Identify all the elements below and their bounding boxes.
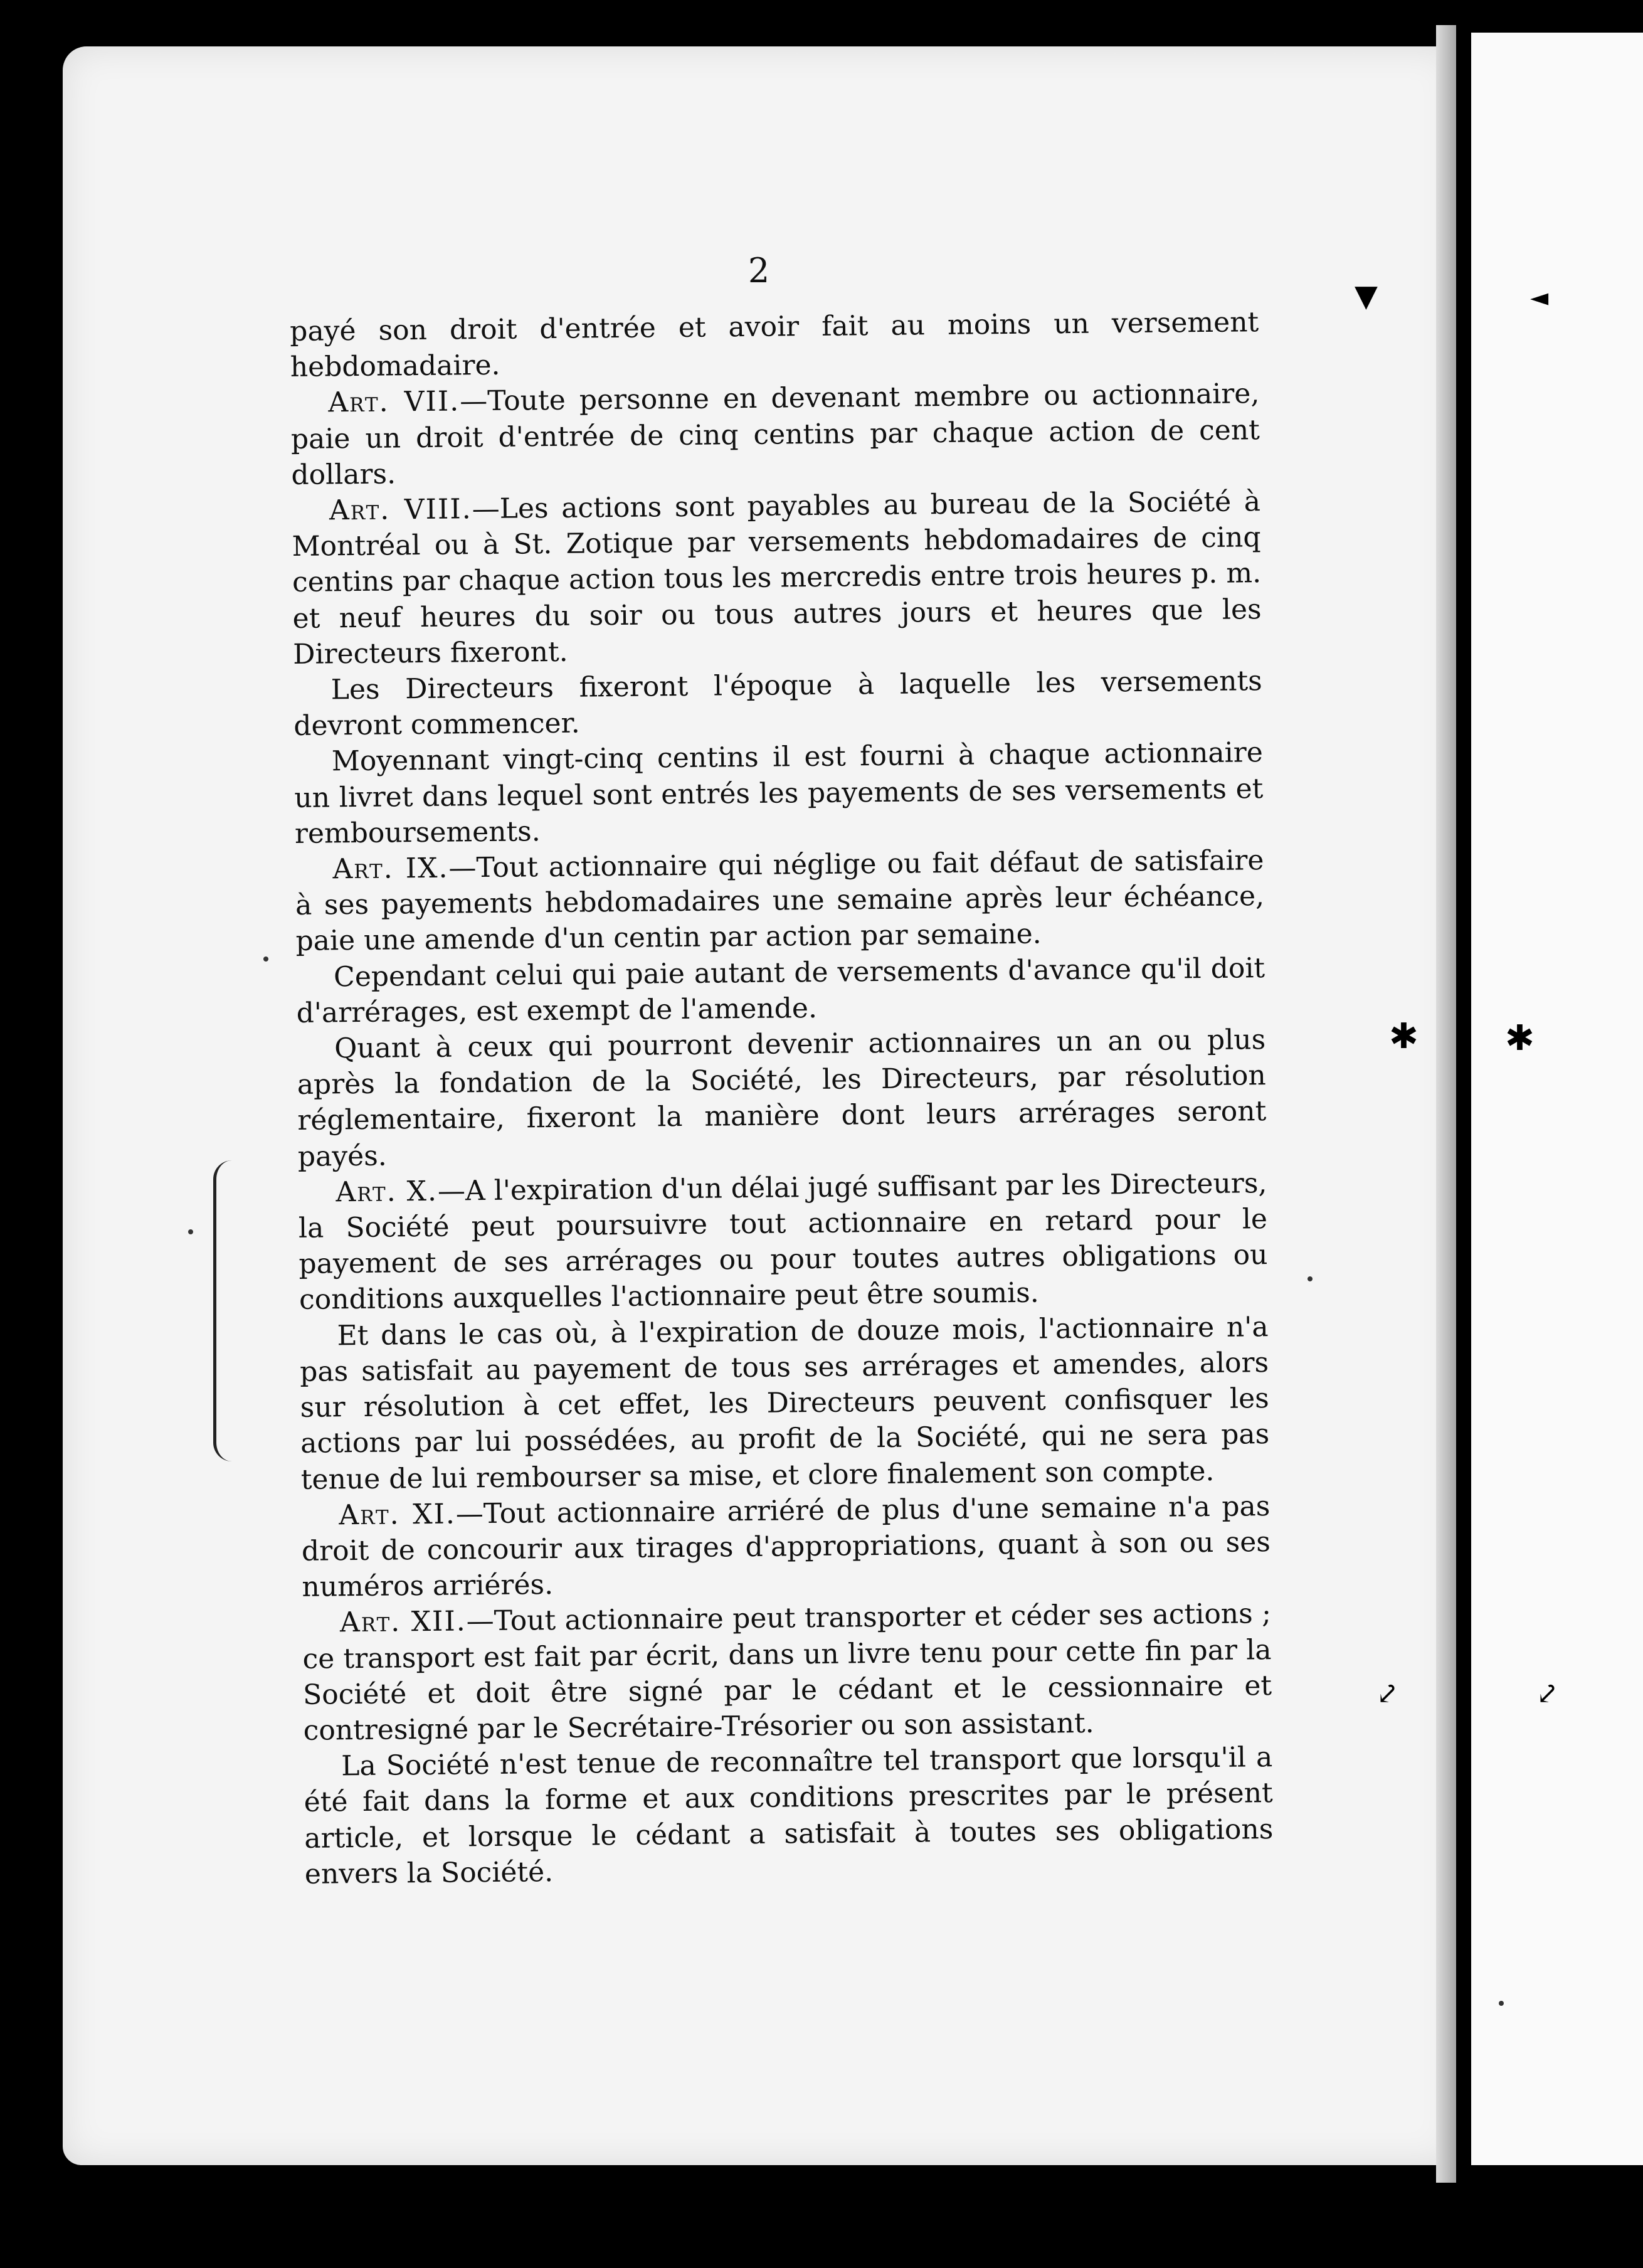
body-text [290, 304, 1274, 1892]
ink-blot-mark: ✱ [1505, 1018, 1535, 1059]
film-border-top [0, 0, 1643, 25]
paragraph-6 [296, 950, 1265, 1031]
speck-mark [188, 1229, 193, 1234]
paragraph-text: payé son droit d'entrée et avoir fait au moins un versement hebdomadaire. [290, 306, 1259, 384]
article-heading: Art. IX. [332, 852, 449, 886]
speck-mark [263, 956, 268, 962]
ink-blot-mark: ✱ [1389, 1016, 1418, 1057]
article-12 [302, 1596, 1272, 1749]
paragraph-text: Moyennant vingt-cinq centins il est fourni à chaque actionnaire un livret dans lequel sont entrés les payements de ses versements et remboursements. [294, 736, 1264, 850]
paragraph-text: —Les actions sont payables au bureau de la Société à Montréal ou à St. Zotique par versements hebdomadaires de cinq centins par chaque action tous les mercredis entre trois heures p. m. et neuf heures du soir ou tous autres jours et heures que les Directeurs fixeront. [292, 485, 1262, 670]
article-8 [292, 484, 1262, 672]
paragraph-text: La Société n'est tenue de reconnaître tel transport que lorsqu'il a été fait dans la forme et aux conditions prescrites par le présent article, et lorsque le cédant a satisfait à toutes ses obligations envers la Société. [304, 1741, 1274, 1890]
paragraph-text: —Tout actionnaire arriéré de plus d'une semaine n'a pas droit de concourir aux tirages d'appropriations, quant à son ou ses numéros arriérés. [301, 1490, 1271, 1604]
article-heading: Art. XII. [339, 1605, 467, 1639]
paragraph-3 [293, 663, 1262, 744]
paragraph-text: Les Directeurs fixeront l'époque à laquelle les versements devront commencer. [293, 665, 1262, 743]
ink-blot-mark: ⤦ [1536, 1678, 1560, 1710]
article-9 [295, 842, 1265, 959]
paragraph-text: —Tout actionnaire qui néglige ou fait défaut de satisfaire à ses payements hebdomadaires une semaine après leur échéance, paie une amende d'un centin par action par semaine. [295, 844, 1265, 958]
paragraph-text: Cependant celui qui paie autant de versements d'avance qu'il doit d'arrérages, est exempt de l'amende. [296, 951, 1265, 1029]
article-11 [301, 1488, 1271, 1605]
speck-mark [1499, 2001, 1504, 2006]
article-heading: Art. VIII. [329, 493, 473, 527]
paragraph-9 [299, 1309, 1270, 1498]
paragraph-text: Quant à ceux qui pourront devenir actionnaires un an ou plus après la fondation de la Société, les Directeurs, par résolution réglementaire, fixeront la manière dont leurs arrérages seront payés. [297, 1024, 1267, 1173]
ink-blot-mark: ▼ [1355, 278, 1378, 314]
paragraph-12 [304, 1739, 1274, 1892]
paragraph-text: —Toute personne en devenant membre ou actionnaire, paie un droit d'entrée de cinq centins par chaque action de cent dollars. [290, 378, 1260, 491]
paragraph-text: Et dans le cas où, à l'expiration de douze mois, l'actionnaire n'a pas satisfait au payement de tous ses arrérages et amendes, alors sur résolution à cet effet, les Directeurs peuvent confisquer les actions par lui possédées, au profit de la Société, qui ne sera pas tenue de lui rembourser sa mise, et clore finalement son compte. [299, 1310, 1270, 1496]
paragraph-text: —Tout actionnaire peut transporter et céder ses actions ; ce transport est fait par écrit, dans un livre tenu pour cette fin par la Société et doit être signé par le cédant et le cessionnaire et contresigné par le Secrétaire-Trésorier ou son assistant. [302, 1598, 1272, 1747]
article-heading: Art. VII. [328, 385, 460, 419]
article-10 [298, 1165, 1268, 1318]
margin-pencil-mark [213, 1160, 241, 1461]
page-number: 2 [748, 251, 770, 290]
paragraph-0 [290, 304, 1259, 385]
speck-mark [1308, 1276, 1313, 1281]
paragraph-text: —A l'expiration d'un délai jugé suffisant par les Directeurs, la Société peut poursuivre tout actionnaire en retard pour le payement de ses arrérages ou pour toutes autres obligations ou conditions auxquelles l'actionnaire peut être soumis. [298, 1167, 1268, 1317]
page-fold-gutter [1456, 25, 1471, 2189]
paragraph-4 [294, 735, 1264, 852]
article-7 [290, 376, 1260, 493]
ink-blot-mark: ⤦ [1376, 1678, 1400, 1710]
ink-blot-mark: ◄ [1530, 284, 1549, 311]
facing-page-edge [1471, 33, 1643, 2165]
article-heading: Art. XI. [339, 1498, 457, 1532]
paragraph-7 [297, 1022, 1267, 1175]
article-heading: Art. X. [335, 1175, 438, 1209]
